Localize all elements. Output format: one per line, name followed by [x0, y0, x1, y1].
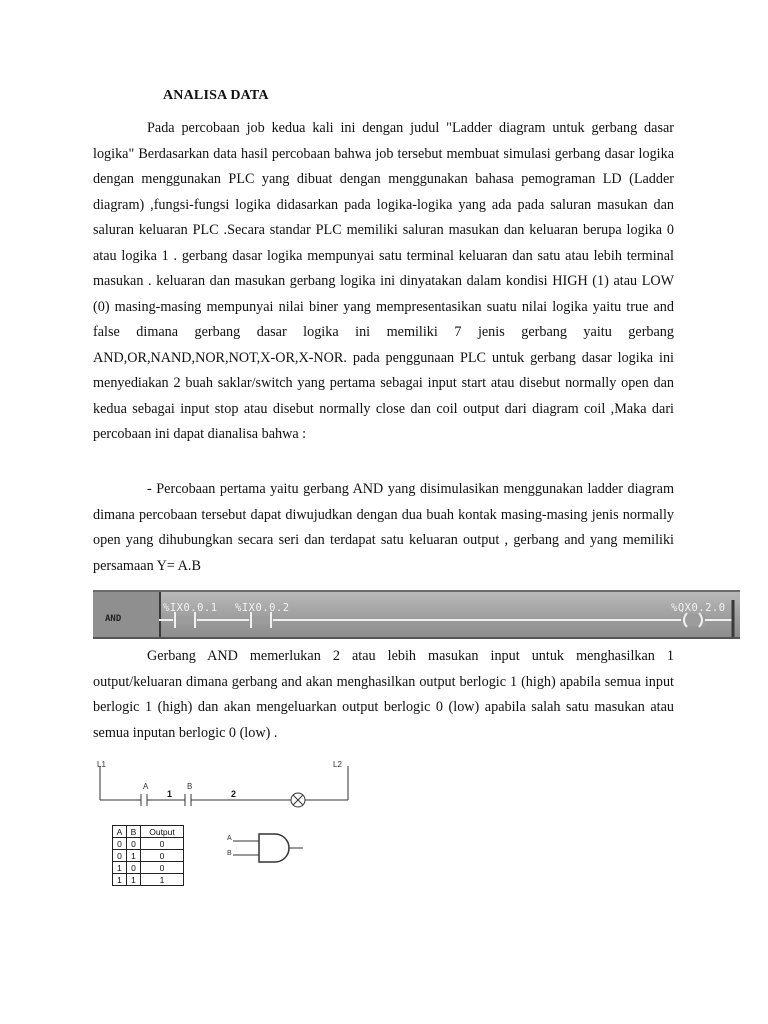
and-gate-symbol: [225, 828, 315, 868]
coil-address: %QX0.2.0: [671, 602, 726, 614]
relay-schematic-graphic: [93, 758, 363, 808]
truth-table: [112, 825, 184, 886]
relay-schematic: [93, 758, 363, 808]
table-row: [113, 838, 184, 850]
table-row: [113, 850, 184, 862]
table-row: [113, 874, 184, 886]
cell-a: 0: [113, 838, 127, 850]
contact2-gap: [249, 616, 273, 624]
header-b: B: [127, 826, 141, 838]
cell-b: 0: [127, 838, 141, 850]
header-a: A: [113, 826, 127, 838]
header-output: Output: [141, 826, 184, 838]
cell-b: 1: [127, 850, 141, 862]
wire-1-label: 1: [167, 789, 173, 799]
section-heading: ANALISA DATA: [163, 88, 269, 103]
paragraph-and-explanation: Gerbang AND memerlukan 2 atau lebih masukan input untuk menghasilkan 1 output/keluaran dimana gerbang and akan menghasilkan output berlogic 1 (high) apabila semua input berlogic 1 (high) dan akan mengeluarkan output berlogic 0 (low) apabila salah satu masukan atau semua inputan berlogic 0 (low) .: [93, 648, 674, 741]
paragraph-and-experiment: - Percobaan pertama yaitu gerbang AND yang disimulasikan menggunakan ladder diagram dimana percobaan tersebut dapat diwujudkan dengan dua buah kontak masing-masing jenis normally open yang dihubungkan secara seri dan terdapat satu keluaran output , gerbang and yang memiliki persamaan Y= A.B: [93, 481, 674, 574]
cell-a: 1: [113, 862, 127, 874]
contact1-address: %IX0.0.1: [163, 602, 218, 614]
contact1-gap: [173, 616, 197, 624]
cell-output: 0: [141, 838, 184, 850]
cell-a: 1: [113, 874, 127, 886]
contact-a-label: A: [143, 782, 149, 791]
ladder-rung-graphic: [93, 592, 740, 637]
ladder-rung-label: AND: [105, 614, 122, 624]
rail-left-label: L1: [97, 760, 106, 769]
cell-a: 0: [113, 850, 127, 862]
cell-b: 1: [127, 874, 141, 886]
gate-input-a-label: A: [227, 835, 232, 842]
cell-b: 0: [127, 862, 141, 874]
cell-output: 0: [141, 850, 184, 862]
gate-input-b-label: B: [227, 850, 232, 857]
rail-right-label: L2: [333, 760, 342, 769]
table-row: [113, 862, 184, 874]
ladder-diagram-screenshot: [93, 590, 740, 639]
contact2-address: %IX0.0.2: [235, 602, 290, 614]
truth-table-header-row: [113, 826, 184, 838]
and-gate-graphic: [225, 828, 315, 868]
paragraph-intro: Pada percobaan job kedua kali ini dengan judul "Ladder diagram untuk gerbang dasar logika" Berdasarkan data hasil percobaan bahwa job tersebut membuat simulasi gerbang dasar logika dengan menggunakan PLC yang dibuat dengan menggunakan bahasa pemograman LD (Ladder diagram) ,fungsi-fungsi logika didasarkan pada logika-logika yang ada pada saluran masukan dan saluran keluaran PLC .Secara standar PLC memiliki saluran masukan dan keluaran berupa logika 0 atau logika 1 . gerbang dasar logika mempunyai satu terminal keluaran dan satu atau lebih terminal masukan . keluaran dan masukan gerbang logika ini dinyatakan dalam kondisi HIGH (1) atau LOW (0) masing-masing mempunyai nilai biner yang mempresentasikan suatu nilai logika yaitu true and false dimana gerbang dasar logika ini memiliki 7 jenis gerbang yaitu gerbang AND,OR,NAND,NOR,NOT,X-OR,X-NOR. pada penggunaan PLC untuk gerbang dasar logika ini menyediakan 2 buah saklar/switch yang pertama sebagai input start atau disebut normally open dan kedua sebagai input stop atau disebut normally close dan coil output dari diagram coil ,Maka dari percobaan ini dapat dianalisa bahwa :: [93, 120, 674, 442]
wire-2-label: 2: [231, 789, 237, 799]
cell-output: 1: [141, 874, 184, 886]
cell-output: 0: [141, 862, 184, 874]
contact-b-label: B: [187, 782, 193, 791]
